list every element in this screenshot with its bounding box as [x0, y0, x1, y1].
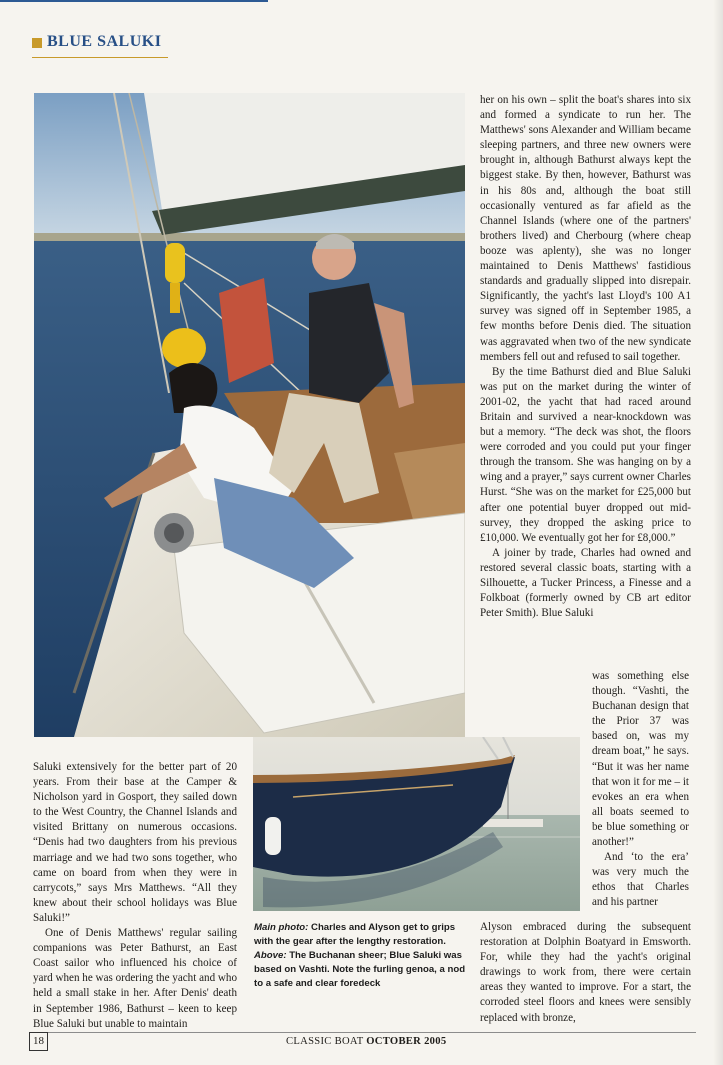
main-photo — [34, 93, 465, 737]
article-column-lower-right — [480, 920, 691, 1026]
page-edge — [713, 0, 723, 1065]
photo-caption — [254, 921, 468, 991]
section-marker-icon — [32, 38, 42, 48]
footer-folio — [286, 1036, 446, 1047]
paragraph: was something else though. “Vashti, the Buchanan design that the Prior 37 was based on, was my dream boat,” he says. “But it was her name that won it for me – it evokes an era when all boats seemed to be blue something or another!” — [592, 670, 689, 849]
caption-above-label: Above: — [254, 950, 290, 962]
magazine-name: CLASSIC BOAT — [286, 1036, 367, 1047]
issue-date: OCTOBER 2005 — [366, 1036, 447, 1047]
article-column-right — [480, 93, 691, 621]
caption-main-label: Main photo: — [254, 922, 312, 933]
paragraph: her on his own – split the boat's shares into six and formed a syndicate to run her. The Matthews' sons Alexander and William became sleeping partners, and three new owners were brought in, although Bathurst always kept the biggest stake. By then, however, Bathurst was in his 80s and, although the boat still occasionally ventured as far afield as the Channel Islands (where one of the partners' brothers lived) and Cherbourg (where cheap booze was aplenty), she was no longer maintained to Denis Matthews' fastidious standards and gradually slipped into disrepair. Significantly, the yacht's last Lloyd's 100 A1 survey was signed off in September 1985, a few months before Denis died. The situation was aggravated when two of the new syndicate members fell out and refused to sail together. — [480, 94, 691, 363]
main-photo-illustration — [34, 93, 465, 737]
article-column-narrow — [592, 669, 689, 911]
article-column-left — [33, 760, 237, 1032]
footer-rule — [30, 1032, 696, 1033]
page-number: 18 — [29, 1032, 48, 1051]
caption-main-text: Charles and Alyson get to grips with the gear after the lengthy restoration. — [254, 922, 456, 948]
section-header — [32, 33, 168, 58]
paragraph: Saluki extensively for the better part of 20 years. From their base at the Camper & Nicholson yard in Gosport, they sailed down to the West Country, the Channel Islands and visited Brittany on numerous occasions. “Denis had two daughters from his previous marriage and we had two sons together, who came on board from when they were in carrycots,” says Mrs Matthews. “All they knew about their school holidays was Blue Saluki!” — [33, 761, 237, 924]
paragraph: Alyson embraced during the subsequent restoration at Dolphin Boatyard in Emsworth. For, while they had the yacht's original drawings to work from, there were certain areas they wanted to improve. For a start, the corroded steel floors and knees were sensibly replaced with bronze, — [480, 921, 691, 1024]
paragraph: By the time Bathurst died and Blue Saluki was put on the market during the winter of 2001-02, the yacht that had raced around Britain and survived a near-knockdown was but a memory. “The deck was shot, the floors were corroded and you could put your finger through the transom. She was hanging on by a wing and a prayer,” says current owner Charles Hurst. “She was on the market for £25,000 but after one potential buyer dropped out mid-survey, they dropped the asking price to £10,000. We eventually got her for £8,000.” — [480, 365, 691, 544]
inset-photo — [253, 737, 580, 911]
paragraph: One of Denis Matthews' regular sailing companions was Peter Bathurst, an East Coast sailor who influenced his choice of yard when he was ordering the yacht and who held a small stake in her. After Denis' death in September 1986, Bathurst – keen to keep Blue Saluki but unable to maintain — [33, 927, 237, 1030]
paragraph: A joiner by trade, Charles had owned and restored several classic boats, starting with a Silhouette, a Tucker Princess, a Finesse and a Folkboat (formerly owned by CB art editor Peter Smith). Blue Saluki — [480, 546, 691, 620]
paragraph: And ‘to the era’ was very much the ethos that Charles and his partner — [592, 851, 689, 909]
section-title: BLUE SALUKI — [47, 33, 162, 50]
caption-above-text: The Buchanan sheer; Blue Saluki was based on Vashti. Note the furling genoa, a nod to a safe and clear foredeck — [254, 950, 466, 990]
inset-photo-illustration — [253, 737, 580, 911]
top-rule — [0, 0, 268, 2]
